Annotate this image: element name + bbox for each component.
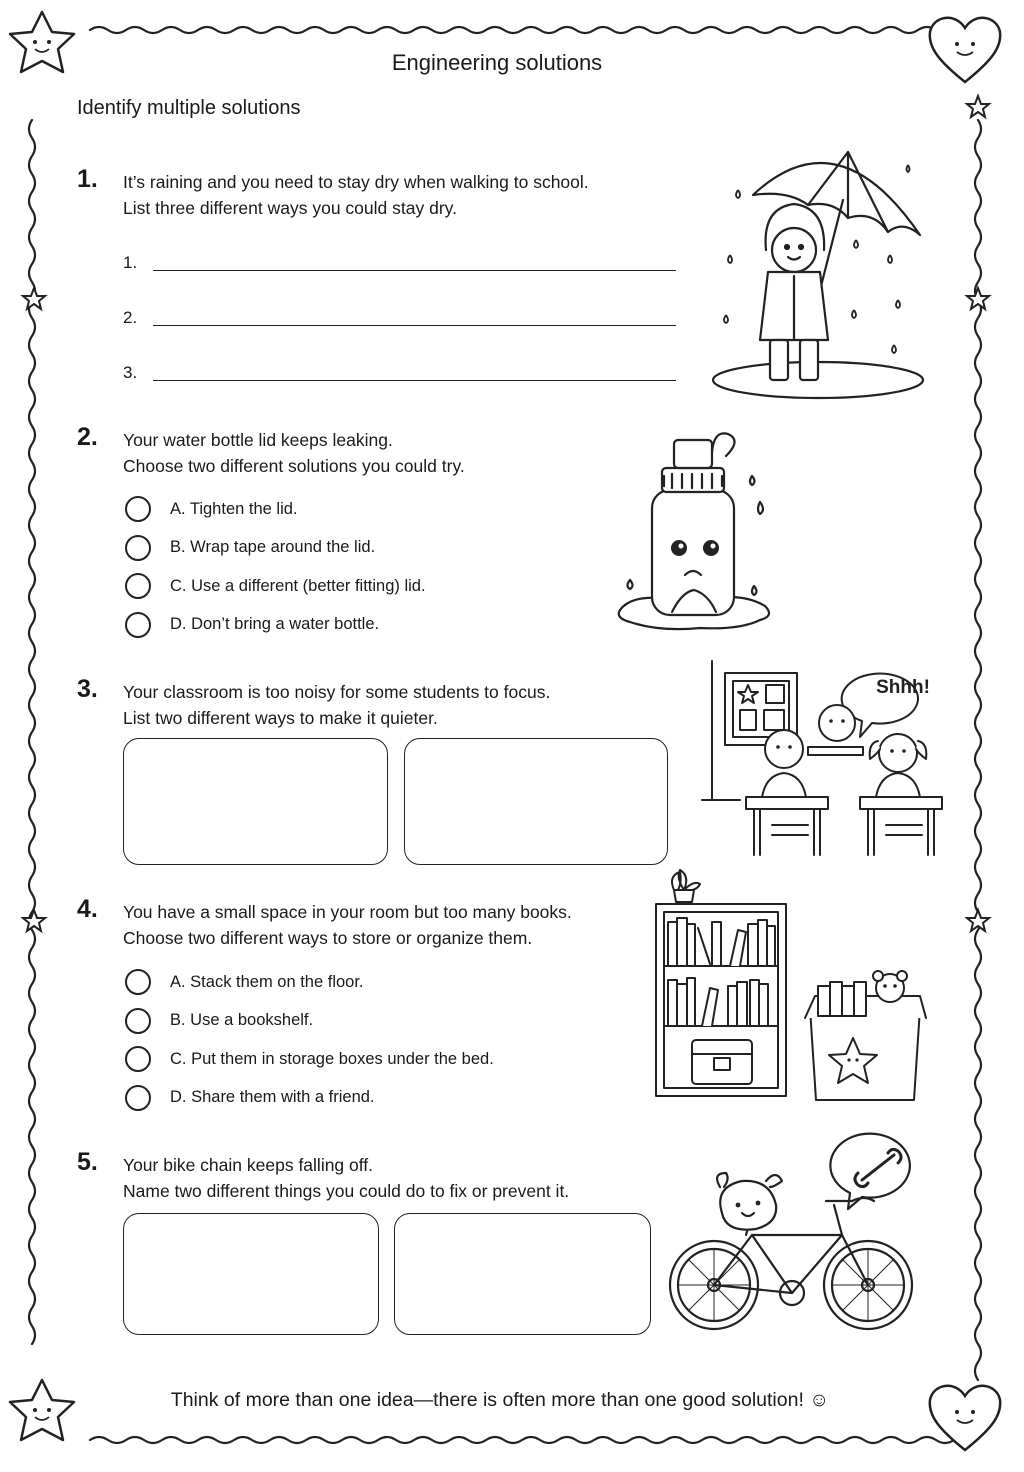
question-line: Choose two different solutions you could try. [123, 456, 465, 476]
question-number: 3. [77, 675, 98, 703]
option-list [125, 490, 426, 644]
answer-box[interactable] [123, 738, 388, 865]
radio-circle[interactable] [125, 612, 151, 638]
question-line: Your bike chain keeps falling off. [123, 1155, 374, 1175]
star-icon [23, 288, 45, 309]
question-number: 5. [77, 1148, 98, 1176]
option-item[interactable] [125, 490, 426, 529]
answer-box[interactable] [394, 1213, 651, 1335]
answer-box[interactable] [404, 738, 668, 865]
question-line: List two different ways to make it quieter. [123, 708, 438, 728]
answer-line-label: 1. [123, 253, 138, 272]
answer-line-label: 3. [123, 363, 138, 382]
option-item[interactable] [125, 1002, 494, 1041]
option-item[interactable] [125, 1079, 494, 1118]
answer-line[interactable] [153, 270, 676, 271]
radio-circle[interactable] [125, 535, 151, 561]
option-label: C. Put them in storage boxes under the bed. [170, 1049, 494, 1068]
question-line: You have a small space in your room but too many books. [123, 902, 572, 922]
option-item[interactable] [125, 567, 426, 606]
question-text [123, 679, 550, 731]
answer-line-label: 2. [123, 308, 138, 327]
option-item[interactable] [125, 529, 426, 568]
footer-note: Think of more than one idea—there is often more than one good solution! ☺ [170, 1389, 830, 1411]
option-item[interactable] [125, 606, 426, 645]
answer-line[interactable] [153, 325, 676, 326]
option-label: D. Share them with a friend. [170, 1088, 375, 1107]
radio-circle[interactable] [125, 1085, 151, 1111]
question-line: Your water bottle lid keeps leaking. [123, 430, 393, 450]
worksheet-title: Engineering solutions [391, 50, 603, 75]
option-label: B. Wrap tape around the lid. [170, 538, 376, 557]
question-number: 4. [77, 895, 98, 923]
question-line: It’s raining and you need to stay dry when walking to school. [123, 172, 589, 192]
star-icon [23, 910, 45, 931]
question-text [123, 1152, 569, 1204]
radio-circle[interactable] [125, 573, 151, 599]
umbrella-child-illustration [708, 140, 928, 410]
radio-circle[interactable] [125, 1046, 151, 1072]
question-line: Choose two different ways to store or organize them. [123, 928, 533, 948]
question-line: Name two different things you could do to fix or prevent it. [123, 1181, 570, 1201]
answer-line[interactable] [153, 380, 676, 381]
question-text [123, 427, 465, 479]
speech-bubble-text: Shhh! [876, 677, 930, 698]
bookshelf-illustration [650, 868, 930, 1103]
classroom-illustration [700, 655, 950, 865]
radio-circle[interactable] [125, 496, 151, 522]
radio-circle[interactable] [125, 1008, 151, 1034]
bicycle-illustration [662, 1125, 932, 1335]
option-label: A. Tighten the lid. [170, 499, 298, 518]
question-line: List three different ways you could stay dry. [123, 198, 457, 218]
question-text [123, 169, 589, 221]
star-icon [967, 288, 989, 309]
option-label: A. Stack them on the floor. [170, 972, 364, 991]
question-text [123, 899, 572, 951]
star-icon [967, 910, 989, 931]
option-label: C. Use a different (better fitting) lid. [170, 576, 426, 595]
option-item[interactable] [125, 1040, 494, 1079]
answer-box[interactable] [123, 1213, 379, 1335]
radio-circle[interactable] [125, 969, 151, 995]
question-line: Your classroom is too noisy for some students to focus. [123, 682, 551, 702]
option-label: B. Use a bookshelf. [170, 1011, 314, 1030]
star-icon [967, 96, 989, 117]
water-bottle-illustration [612, 430, 782, 635]
question-number: 2. [77, 423, 98, 451]
worksheet-subtitle: Identify multiple solutions [77, 97, 301, 119]
question-number: 1. [77, 165, 98, 193]
option-item[interactable] [125, 963, 494, 1002]
option-list [125, 963, 494, 1117]
option-label: D. Don’t bring a water bottle. [170, 615, 380, 634]
